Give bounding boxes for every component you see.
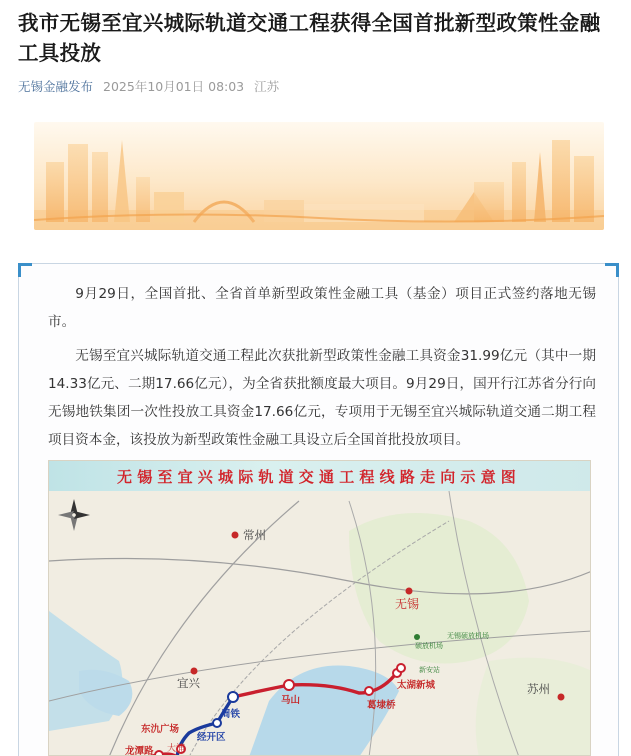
station-jingkai-marker [213,719,221,727]
card-corner-right-decoration [605,263,619,277]
label-station-taihu-xincheng: 太湖新城 [397,680,436,691]
source-link[interactable]: 无锡金融发布 [18,79,94,94]
station-gelingqiao-marker [365,687,373,695]
label-station-dapu: 大浦 [167,744,186,754]
label-airport: 无锡硕放机场 [447,632,489,640]
route-map-image [48,460,591,756]
station-mashan-marker [284,680,294,690]
paragraph-1: 9月29日，全国首批、全省首单新型政策性金融工具（基金）项目正式签约落地无锡市。 [48,286,596,330]
map-title: 无锡至宜兴城际轨道交通工程线路走向示意图 [117,468,522,486]
article-title: 我市无锡至宜兴城际轨道交通工程获得全国首批新型政策性金融工具投放 [18,11,601,65]
suzhou-marker [558,694,565,701]
label-station-mashan: 马山 [281,695,301,706]
label-station-jingkai: 经开区 [197,732,226,743]
card-corner-left-decoration [18,263,32,277]
changzhou-marker [232,532,239,539]
wuxi-marker [406,588,413,595]
yixing-marker [191,668,198,675]
region-label: 江苏 [254,79,280,94]
label-wuxi: 无锡 [395,597,420,611]
label-shuofang: 硕放机场 [415,642,443,650]
label-changzhou: 常州 [243,528,266,542]
article-meta [18,77,279,95]
label-station-xinan: 新安站 [419,666,440,674]
airport-marker [414,634,420,640]
label-station-gelingqiao: 葛埭桥 [367,700,396,711]
label-suzhou: 苏州 [527,682,550,696]
label-station-dongjiu: 东氿广场 [141,724,180,735]
label-station-longtan: 龙潭路 [125,746,154,756]
paragraph-2: 无锡至宜兴城际轨道交通工程此次获批新型政策性金融工具资金31.99亿元（其中一期14.33亿元、二期17.66亿元），为全省获批额度最大项目。9月29日，国开行江苏省分行向无锡地铁集团一次性投放工具资金17.66亿元，专项用于无锡至宜兴城际轨道交通二期工程项目资本金，该投放为新型政策性金融工具设立后全国首批投放项目。 [48,348,596,448]
header-banner-image [34,122,604,230]
station-zhoutie-marker [228,692,238,702]
label-station-zhoutie: 周铁 [221,709,241,720]
publish-datetime: 2025年10月01日 08:03 [103,79,245,94]
label-yixing: 宜兴 [177,676,200,690]
